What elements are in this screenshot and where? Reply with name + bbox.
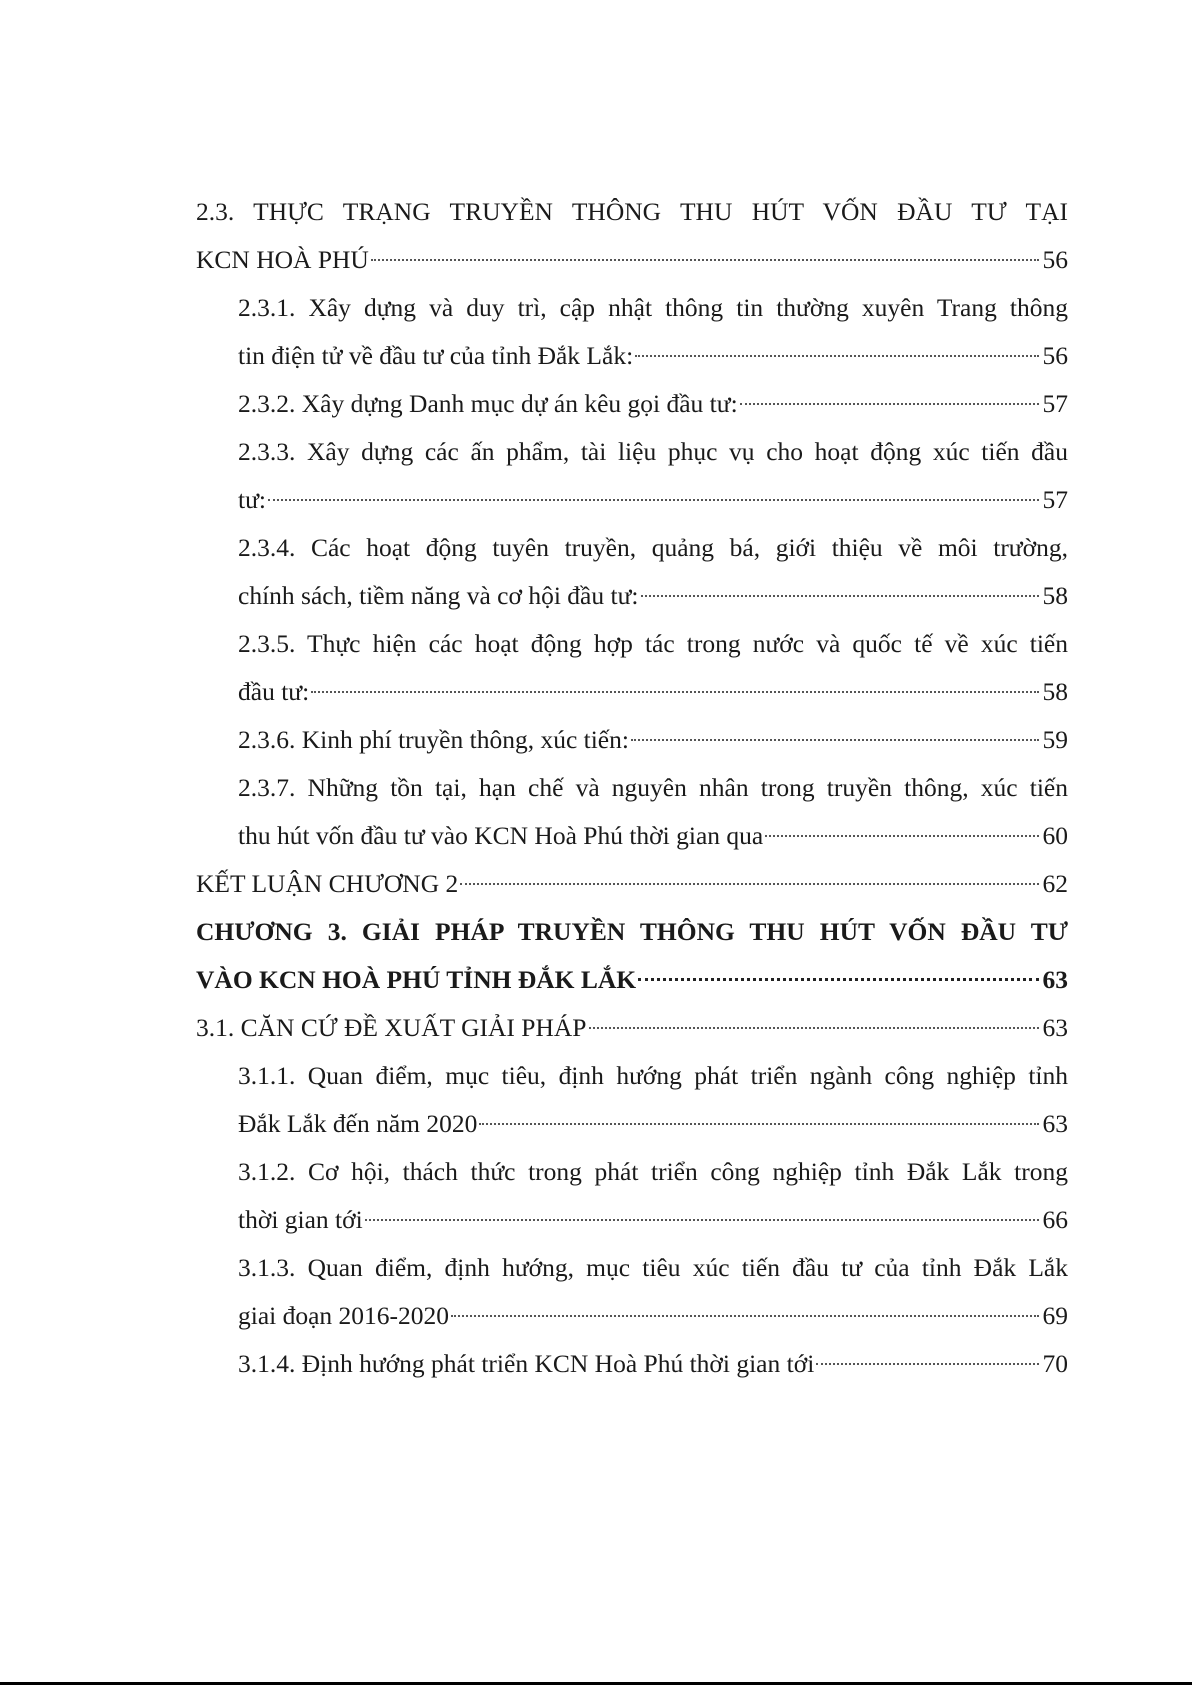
toc-entry[interactable] [238,524,1068,620]
toc-entry-title: chính sách, tiềm năng và cơ hội đầu tư: [238,581,639,610]
toc-entry-last-line [238,1292,1068,1340]
toc-entry[interactable] [238,1148,1068,1244]
toc-page-number: 58 [1042,581,1068,610]
toc-entry-title: Đắk Lắk đến năm 2020 [238,1109,478,1138]
toc-entry-last-line [238,668,1068,716]
toc-entry-title-line: 2.3.3. Xây dựng các ấn phẩm, tài liệu phục vụ cho hoạt động xúc tiến đầu [238,437,1068,466]
dot-leader [638,978,1038,981]
toc-page-number: 70 [1042,1349,1068,1378]
toc-entry-last-line [238,476,1068,524]
dot-leader [816,1363,1038,1365]
toc-entry-last-line [238,1100,1068,1148]
toc-entry[interactable] [238,284,1068,380]
toc-page-number: 69 [1042,1301,1068,1330]
toc-page-number: 60 [1042,821,1068,850]
table-of-contents [196,188,1068,1388]
toc-entry-title: đầu tư: [238,677,310,706]
toc-page-number: 62 [1042,869,1068,898]
dot-leader [635,355,1038,357]
toc-page-number: 56 [1042,341,1068,370]
toc-page-number: 58 [1042,677,1068,706]
toc-entry-title-line: 3.1.1. Quan điểm, mục tiêu, định hướng phát triển ngành công nghiệp tỉnh [238,1061,1068,1090]
toc-entry-last-line [196,1004,1068,1052]
toc-entry-last-line [238,1196,1068,1244]
dot-leader [365,1219,1039,1221]
toc-entry-title: KCN HOÀ PHÚ [196,245,369,274]
toc-entry-title: tư: [238,485,266,514]
dot-leader [268,499,1039,501]
toc-entry-title-line: 3.1.3. Quan điểm, định hướng, mục tiêu xúc tiến đầu tư của tỉnh Đắk Lắk [238,1253,1068,1282]
dot-leader [589,1027,1039,1029]
toc-entry-last-line [238,332,1068,380]
toc-entry-last-line [196,956,1068,1004]
toc-entry-title: 3.1.4. Định hướng phát triển KCN Hoà Phú thời gian tới [238,1349,815,1378]
toc-entry-last-line [196,236,1068,284]
toc-page-number: 57 [1042,389,1068,418]
dot-leader [765,835,1038,837]
toc-entry[interactable] [196,188,1068,284]
toc-entry-title: 2.3.2. Xây dựng Danh mục dự án kêu gọi đầu tư: [238,389,738,418]
toc-entry-title: 2.3.6. Kinh phí truyền thông, xúc tiến: [238,725,629,754]
toc-page-number: 63 [1042,965,1068,994]
toc-entry-title-line: CHƯƠNG 3. GIẢI PHÁP TRUYỀN THÔNG THU HÚT VỐN ĐẦU TƯ [196,917,1068,946]
dot-leader [460,883,1038,885]
toc-entry-last-line [238,812,1068,860]
toc-entry[interactable] [238,764,1068,860]
toc-page-number: 63 [1042,1013,1068,1042]
toc-entry-title-line: 3.1.2. Cơ hội, thách thức trong phát triển công nghiệp tỉnh Đắk Lắk trong [238,1157,1068,1186]
toc-page-number: 56 [1042,245,1068,274]
toc-entry-last-line [238,380,1068,428]
toc-entry-last-line [238,716,1068,764]
toc-entry-title: 3.1. CĂN CỨ ĐỀ XUẤT GIẢI PHÁP [196,1013,587,1042]
toc-entry-title: tin điện tử về đầu tư của tỉnh Đắk Lắk: [238,341,634,370]
toc-entry-title: VÀO KCN HOÀ PHÚ TỈNH ĐẮK LẮK [196,965,637,994]
toc-entry-title: thu hút vốn đầu tư vào KCN Hoà Phú thời gian qua [238,821,764,850]
toc-entry-title-line: 2.3.5. Thực hiện các hoạt động hợp tác trong nước và quốc tế về xúc tiến [238,629,1068,658]
toc-entry-title-line: 2.3.7. Những tồn tại, hạn chế và nguyên nhân trong truyền thông, xúc tiến [238,773,1068,802]
toc-entry[interactable] [196,1004,1068,1052]
toc-entry[interactable] [238,1244,1068,1340]
toc-entry[interactable] [238,1340,1068,1388]
dot-leader [631,739,1039,741]
toc-entry-title-line: 2.3.1. Xây dựng và duy trì, cập nhật thông tin thường xuyên Trang thông [238,293,1068,322]
toc-entry-title: thời gian tới [238,1205,363,1234]
dot-leader [311,691,1038,693]
dot-leader [641,595,1039,597]
toc-entry-title: giai đoạn 2016-2020 [238,1301,450,1330]
dot-leader [451,1315,1038,1317]
toc-entry-title: KẾT LUẬN CHƯƠNG 2 [196,869,459,898]
toc-entry[interactable] [238,380,1068,428]
toc-entry-last-line [238,1340,1068,1388]
toc-entry[interactable] [196,860,1068,908]
dot-leader [371,259,1039,261]
toc-entry-title-line: 2.3. THỰC TRẠNG TRUYỀN THÔNG THU HÚT VỐN ĐẦU TƯ TẠI [196,197,1068,226]
toc-entry[interactable] [238,1052,1068,1148]
toc-page-number: 63 [1042,1109,1068,1138]
toc-entry-last-line [196,860,1068,908]
toc-entry[interactable] [238,428,1068,524]
toc-page-number: 57 [1042,485,1068,514]
toc-page-number: 66 [1042,1205,1068,1234]
toc-page-number: 59 [1042,725,1068,754]
toc-entry-last-line [238,572,1068,620]
toc-entry[interactable] [196,908,1068,1004]
dot-leader [479,1123,1038,1125]
toc-entry[interactable] [238,716,1068,764]
toc-entry-title-line: 2.3.4. Các hoạt động tuyên truyền, quảng bá, giới thiệu về môi trường, [238,533,1068,562]
dot-leader [740,403,1039,405]
toc-entry[interactable] [238,620,1068,716]
